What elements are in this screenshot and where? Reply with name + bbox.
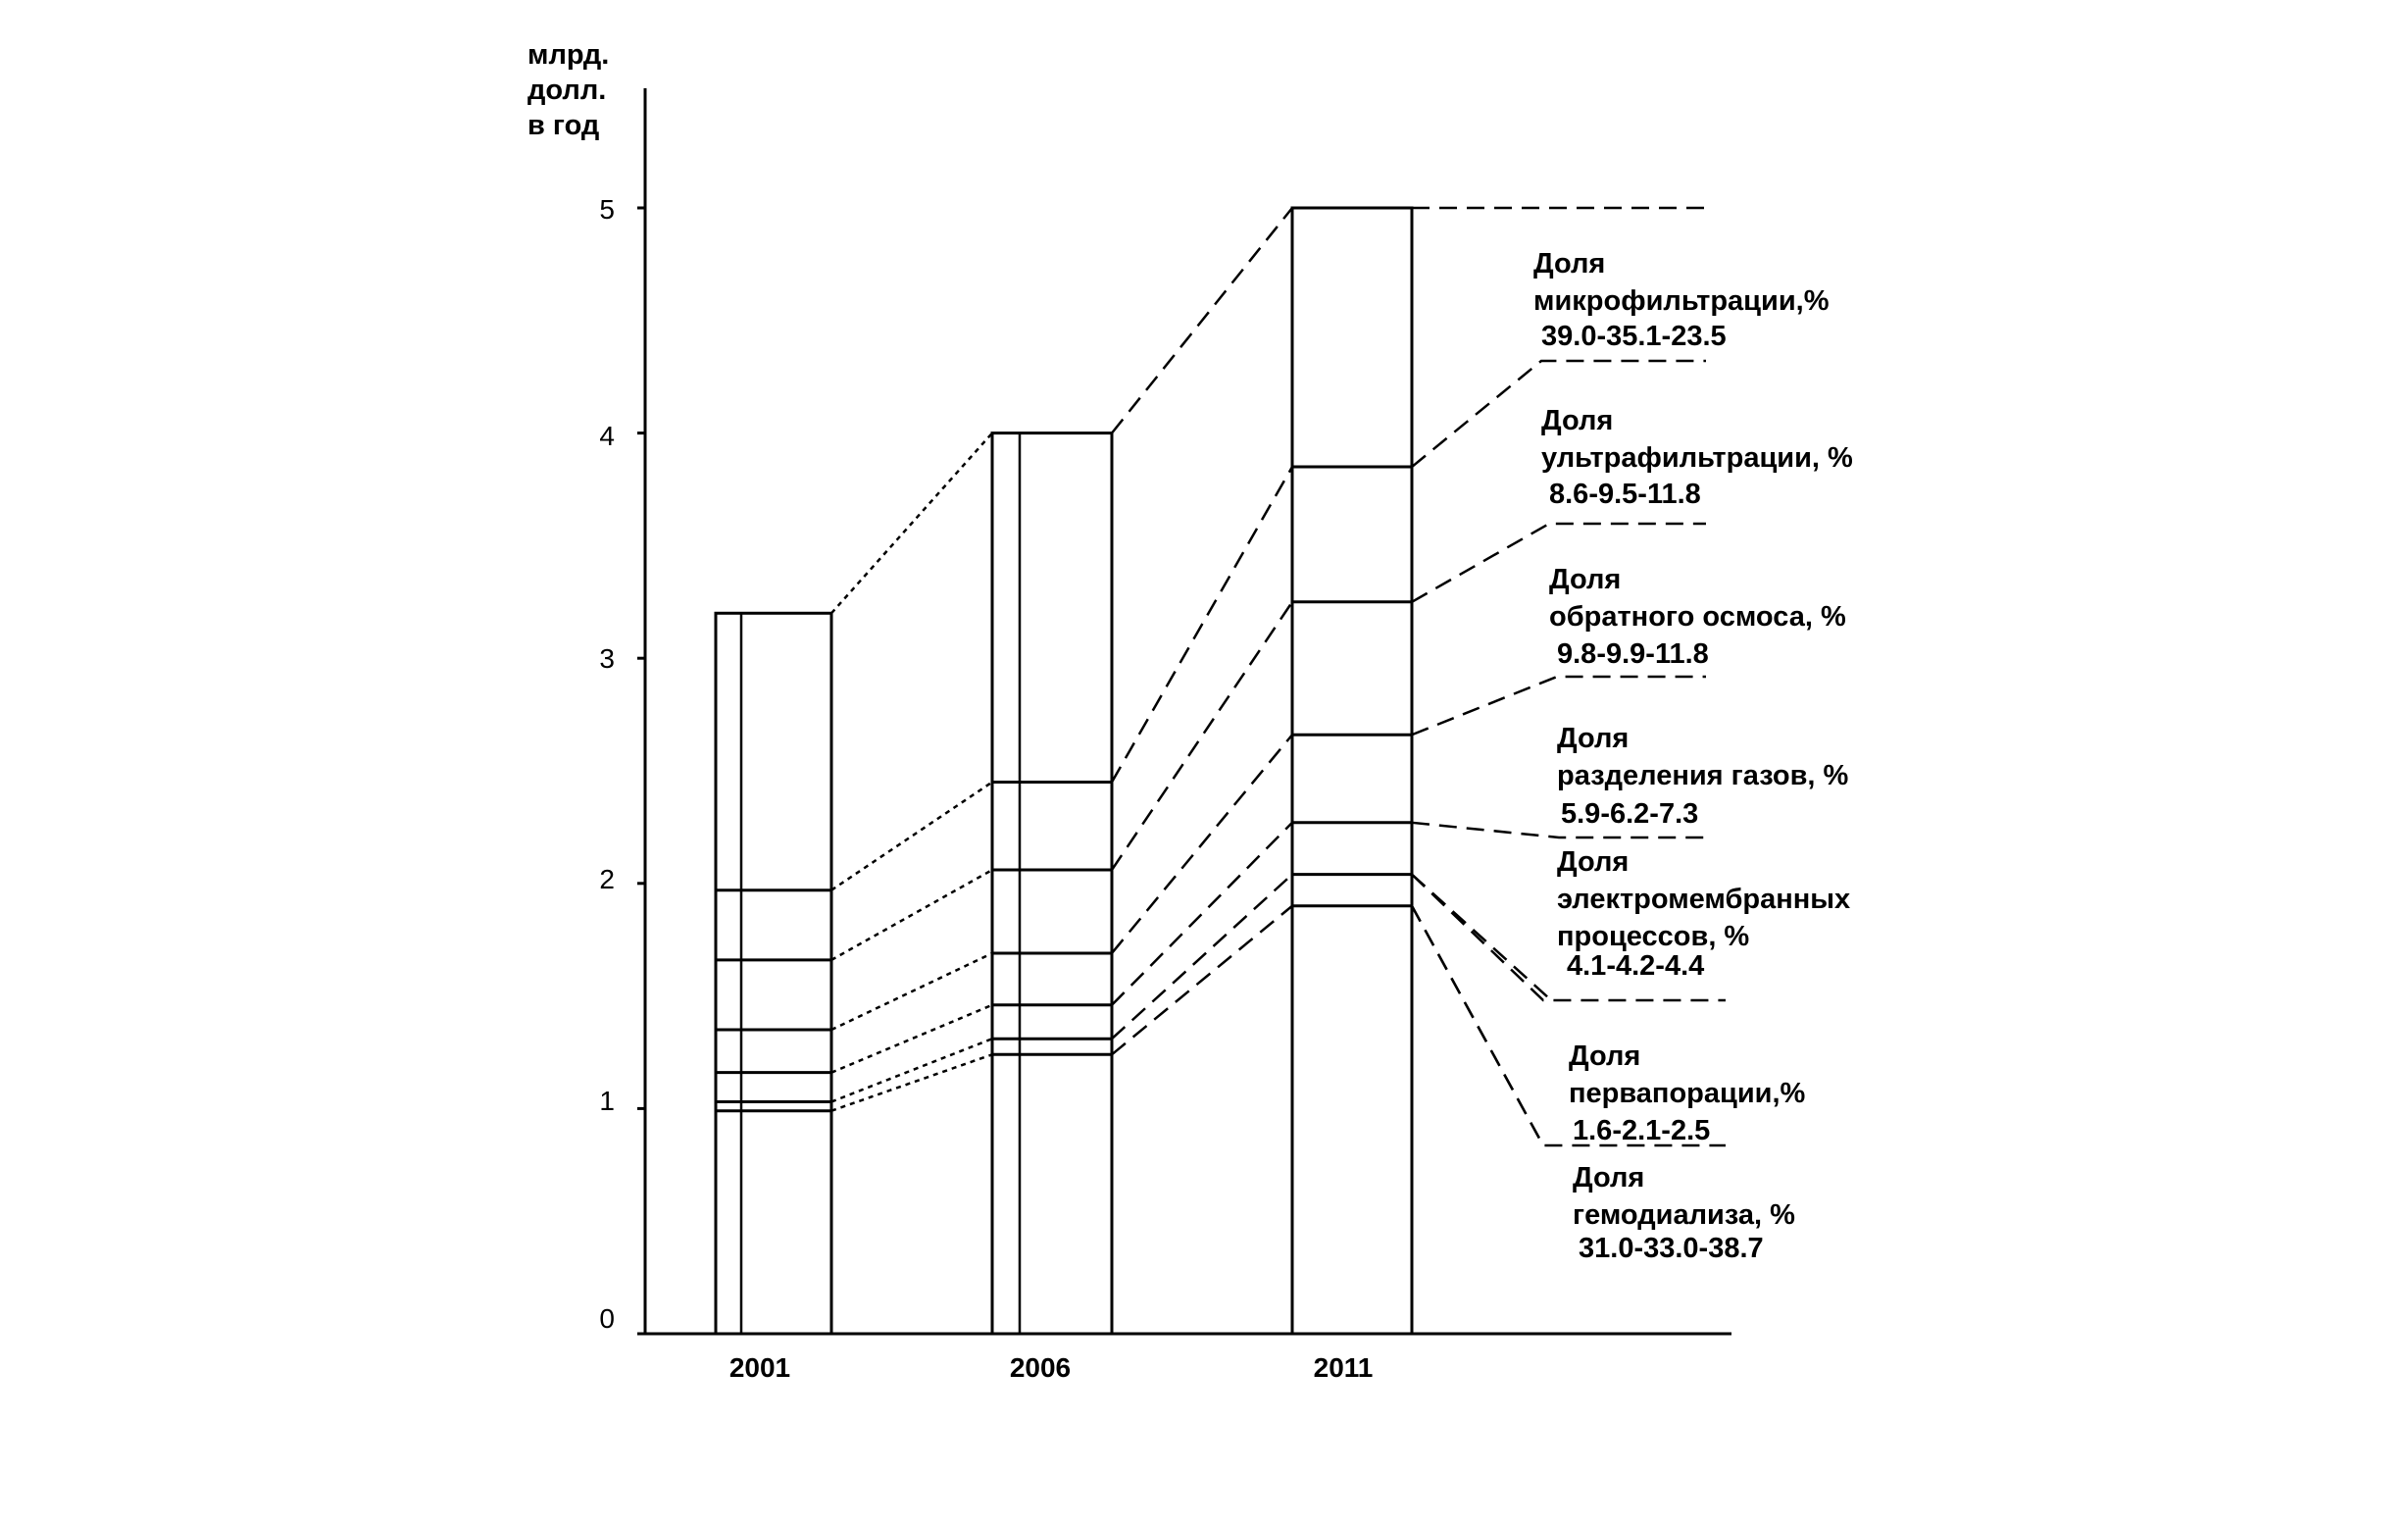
connector-2006-2011-3 [1112,823,1292,1005]
annotation-electro [1557,846,1850,982]
leader-electro-2 [1412,875,1549,998]
connector-2006-2011-5 [1112,602,1292,870]
y-tick-5: 5 [599,194,615,225]
connector-2006-2011-4 [1112,735,1292,953]
annotation-ro-line-1: Доля [1549,564,1622,595]
annotation-ro-line-2: обратного осмоса, % [1549,601,1846,633]
connector-2001-2006-6 [831,782,992,889]
annotation-perv-line-3: 1.6-2.1-2.5 [1573,1115,1711,1146]
bar-2006 [992,433,1112,1334]
y-tick-3: 3 [599,643,615,674]
annotation-electro-line-1: Доля [1557,846,1630,878]
annotation-micro-line-1: Доля [1533,248,1606,279]
annotation-gas-line-2: разделения газов, % [1557,760,1849,791]
connector-2001-2006-5 [831,870,992,960]
leader-hemo [1412,906,1543,1145]
connector-2001-2006-7 [831,433,992,614]
y-axis-label-line-1: млрд. [527,39,610,71]
annotation-hemo-line-1: Доля [1573,1162,1645,1193]
annotation-electro-line-3: процессов, % [1557,921,1750,952]
x-tick-2011: 2011 [1313,1352,1374,1383]
x-tick-2001: 2001 [728,1352,791,1383]
annotation-ro-line-3: 9.8-9.9-11.8 [1557,638,1709,670]
y-tick-0: 0 [599,1303,615,1334]
y-axis-label-line-3: в год [527,110,600,141]
annotation-micro-line-2: микрофильтрации,% [1533,285,1830,317]
y-axis-label [527,39,609,141]
annotation-perv [1569,1041,1806,1146]
connector-2001-2006-3 [831,1005,992,1073]
annotation-hemo-line-2: гемодиализа, % [1573,1199,1795,1231]
annotation-ultra-line-3: 8.6-9.5-11.8 [1549,479,1701,510]
connector-2001-2006-2 [831,1039,992,1101]
y-axis-label-line-2: долл. [527,75,607,106]
annotation-micro-line-3: 39.0-35.1-23.5 [1541,321,1727,352]
annotation-ro [1549,564,1846,670]
annotation-gas [1557,723,1849,830]
annotation-hemo [1573,1162,1795,1264]
connector-2006-2011-6 [1112,467,1292,782]
annotation-micro [1533,248,1830,352]
annotation-gas-line-1: Доля [1557,723,1630,754]
connector-2001-2006-4 [831,953,992,1030]
annotation-ultra [1541,405,1853,510]
annotation-ultra-line-2: ультрафильтрации, % [1541,442,1853,474]
connector-2006-2011-7 [1112,208,1292,433]
annotation-electro-line-4: 4.1-4.2-4.4 [1567,950,1705,982]
annotation-gas-line-3: 5.9-6.2-7.3 [1561,798,1699,830]
y-tick-2: 2 [599,864,615,894]
x-tick-labels [729,1352,1374,1383]
annotation-hemo-line-3: 31.0-33.0-38.7 [1579,1233,1764,1264]
connector-2006-2011-2 [1112,875,1292,1040]
y-tick-1: 1 [599,1086,615,1116]
connector-2001-2006-1 [831,1054,992,1110]
bar-2001 [716,613,831,1334]
x-tick-2006: 2006 [1009,1352,1072,1383]
annotation-perv-line-2: первапорации,% [1569,1078,1806,1109]
y-tick-labels [599,194,615,1334]
connector-2006-2011-1 [1112,906,1292,1055]
bar-2011 [1292,208,1412,1334]
annotation-perv-line-1: Доля [1569,1041,1641,1072]
annotation-electro-line-2: электромембранных [1557,884,1851,915]
annotation-ultra-line-1: Доля [1541,405,1614,436]
y-tick-4: 4 [599,421,615,451]
